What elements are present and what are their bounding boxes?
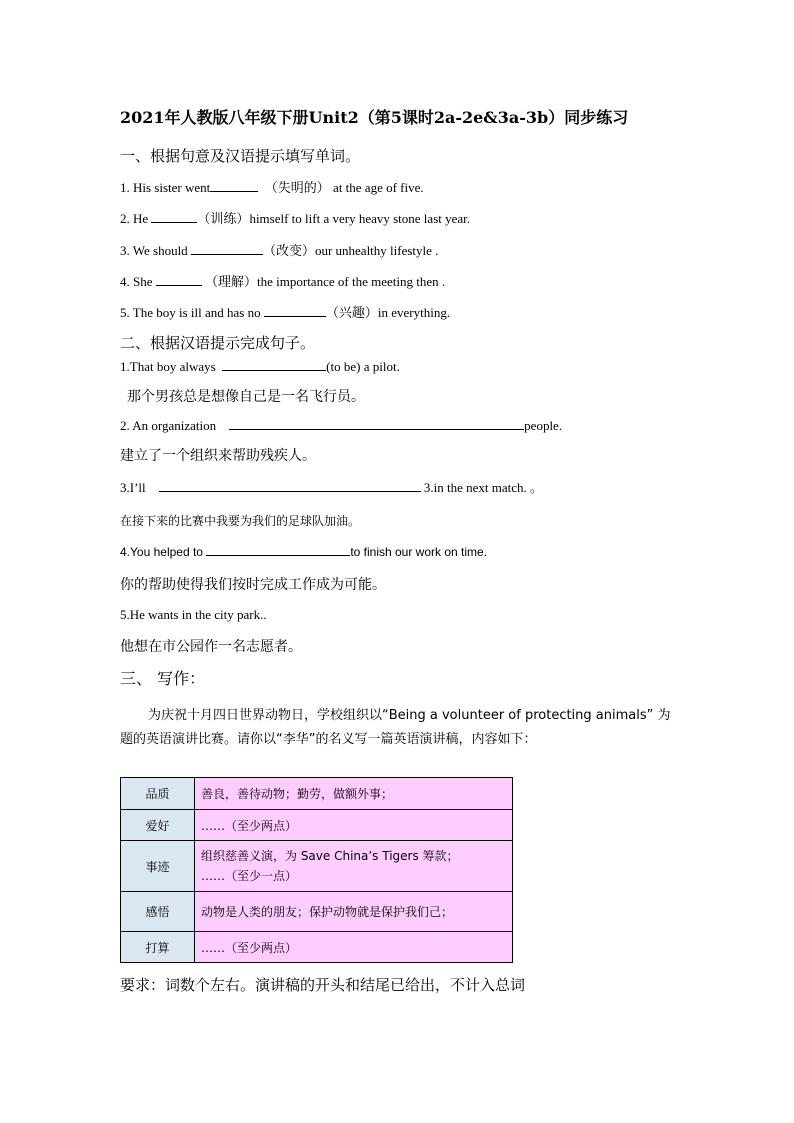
writing-requirement: 要求：词数个左右。演讲稿的开头和结尾已给出，不计入总词 bbox=[120, 976, 526, 994]
s2-item-5-cn: 他想在市公园作一名志愿者。 bbox=[120, 639, 302, 655]
s1-item-1-blank[interactable] bbox=[210, 179, 258, 192]
s1-item-2-hint: （训练） bbox=[197, 212, 250, 227]
s2-item-2-cn: 建立了一个组织来帮助残疾人。 bbox=[120, 448, 316, 464]
s1-item-3-blank[interactable] bbox=[191, 242, 263, 255]
row-content-line: ……（至少一点） bbox=[201, 869, 298, 883]
row-content: 动物是人类的朋友；保护动物就是保护我们己； bbox=[195, 892, 513, 932]
s2-item-2-blank[interactable] bbox=[229, 417, 524, 430]
row-label: 爱好 bbox=[121, 810, 195, 841]
section1-heading: 一、根据句意及汉语提示填写单词。 bbox=[120, 147, 361, 165]
s1-item-2-blank[interactable] bbox=[151, 210, 197, 223]
s1-item-2-before: 2. He bbox=[120, 211, 149, 226]
s2-item-1-en bbox=[120, 358, 400, 375]
s1-item-1-hint: （失明的） bbox=[264, 181, 330, 196]
s1-item-4-before: 4. She bbox=[120, 274, 153, 289]
s2-item-3-en bbox=[120, 477, 543, 496]
s1-item-3 bbox=[120, 240, 438, 259]
section3-heading: 三、 写作： bbox=[120, 669, 206, 688]
s2-item-2-before: 2. An organization bbox=[120, 418, 217, 433]
page-title: 2021年人教版八年级下册Unit2（第5课时2a-2e&3a-3b）同步练习 bbox=[120, 108, 629, 127]
s2-item-1-cn: 那个男孩总是想像自己是一名飞行员。 bbox=[127, 389, 365, 405]
s2-item-1-before: 1.That boy always bbox=[120, 359, 216, 374]
s2-item-4-en bbox=[120, 543, 487, 559]
s1-item-3-before: 3. We should bbox=[120, 243, 188, 258]
s1-item-5-blank[interactable] bbox=[264, 304, 326, 317]
writing-table bbox=[120, 777, 513, 963]
s1-item-5-hint: （兴趣） bbox=[325, 306, 378, 321]
row-label: 感悟 bbox=[121, 892, 195, 932]
s1-item-1 bbox=[120, 177, 424, 196]
s1-item-3-hint: （改变） bbox=[262, 244, 315, 259]
row-content: 善良，善待动物；勤劳，做额外事； bbox=[195, 778, 513, 810]
s1-item-5 bbox=[120, 302, 450, 321]
s2-item-1-after: (to be) a pilot. bbox=[326, 359, 400, 374]
s1-item-5-before: 5. The boy is ill and has no bbox=[120, 305, 261, 320]
writing-intro: 为庆祝十月四日世界动物日，学校组织以“Being a volunteer of protecting animals” 为题的英语演讲比赛。请你以“李华”的名义写一篇英语演讲稿，内容如下： bbox=[120, 708, 671, 747]
s2-item-3-after: 3.in the next match. 。 bbox=[423, 480, 544, 495]
s1-item-2 bbox=[120, 208, 470, 227]
row-label: 打算 bbox=[121, 932, 195, 963]
s2-item-2-after: people. bbox=[524, 418, 563, 433]
s2-item-4-cn: 你的帮助使得我们按时完成工作成为可能。 bbox=[120, 577, 386, 593]
s1-item-4-blank[interactable] bbox=[156, 273, 202, 286]
section2-heading: 二、根据汉语提示完成句子。 bbox=[120, 334, 316, 352]
s1-item-3-after: our unhealthy lifestyle . bbox=[314, 243, 439, 258]
s1-item-1-before: 1. His sister went bbox=[120, 180, 211, 195]
row-content bbox=[195, 841, 513, 892]
s1-item-2-after: himself to lift a very heavy stone last year. bbox=[249, 211, 471, 226]
row-label: 品质 bbox=[121, 778, 195, 810]
s2-item-4-after: to finish our work on time. bbox=[350, 545, 488, 559]
row-content: ……（至少两点） bbox=[195, 810, 513, 841]
table-row bbox=[121, 932, 513, 963]
table-row bbox=[121, 778, 513, 810]
s2-item-2-en bbox=[120, 417, 562, 434]
row-content-line: 组织慈善义演，为 Save China’s Tigers 筹款； bbox=[201, 849, 459, 863]
table-row bbox=[121, 841, 513, 892]
s2-item-4-before: 4.You helped to bbox=[120, 545, 203, 559]
table-row bbox=[121, 892, 513, 932]
s2-item-4-blank[interactable] bbox=[206, 543, 350, 556]
s2-item-1-blank[interactable] bbox=[222, 358, 326, 371]
row-label: 事迹 bbox=[121, 841, 195, 892]
s1-item-4 bbox=[120, 271, 445, 290]
table-row bbox=[121, 810, 513, 841]
s2-item-5-en: 5.He wants in the city park.. bbox=[120, 607, 267, 622]
s1-item-1-after: at the age of five. bbox=[333, 180, 424, 195]
s1-item-4-after: the importance of the meeting then . bbox=[257, 274, 446, 289]
row-content: ……（至少两点） bbox=[195, 932, 513, 963]
s2-item-3-before: 3.I’ll bbox=[120, 480, 146, 495]
s2-item-3-cn: 在接下来的比赛中我要为我们的足球队加油。 bbox=[120, 514, 361, 528]
s2-item-3-blank[interactable] bbox=[159, 479, 421, 492]
s1-item-4-hint: （理解） bbox=[205, 275, 258, 290]
s1-item-5-after: in everything. bbox=[377, 305, 451, 320]
